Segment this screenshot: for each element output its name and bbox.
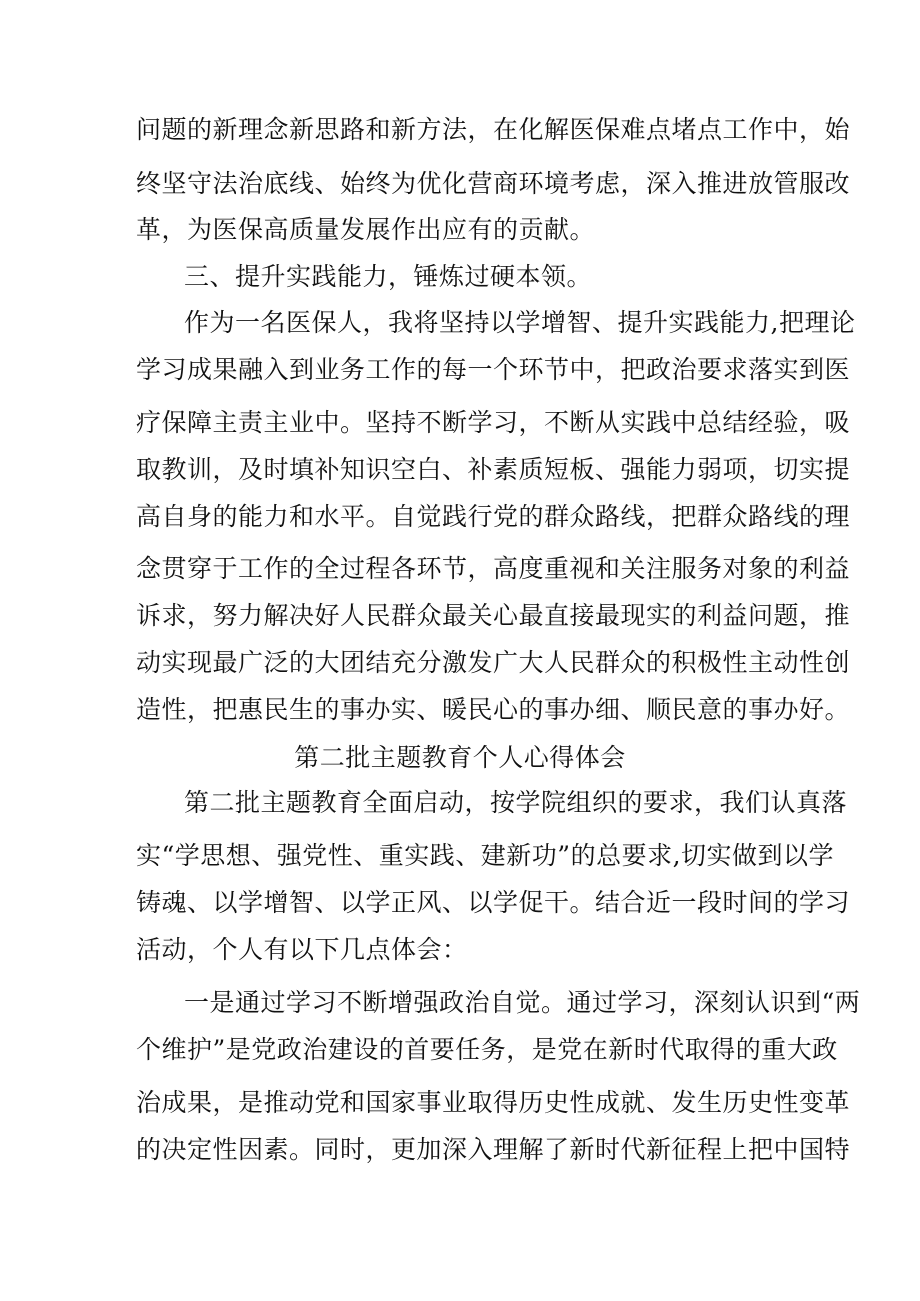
paragraph-2-line-8: 动实现最广泛的大团结充分激发广大人民群众的积极性主动性创 (136, 648, 851, 677)
paragraph-2-line-5: 高自身的能力和水平。自觉践行党的群众路线，把群众路线的理 (136, 502, 851, 531)
document-title: 第二批主题教育个人心得体会 (294, 743, 626, 772)
paragraph-4-line-2: 个维护”是党政治建设的首要任务，是党在新时代取得的重大政 (136, 1035, 838, 1064)
section-heading-3: 三、提升实践能力，锤炼过硬本领。 (184, 262, 593, 291)
paragraph-2-line-9: 造性，把惠民生的事办实、暖民心的事办细、顺民意的事办好。 (136, 695, 851, 724)
paragraph-2-line-2: 学习成果融入到业务工作的每一个环节中，把政治要求落实到医 (136, 355, 851, 384)
paragraph-1-line-3: 革，为医保高质量发展作出应有的贡献。 (136, 215, 596, 244)
paragraph-4-line-4: 的决定性因素。同时，更加深入理解了新时代新征程上把中国特 (136, 1135, 851, 1164)
paragraph-3-line-1: 第二批主题教育全面启动，按学院组织的要求，我们认真落 (184, 788, 848, 817)
paragraph-3-line-2: 实“学思想、强党性、重实践、建新功”的总要求,切实做到以学 (136, 841, 835, 870)
paragraph-3-line-4: 活动，个人有以下几点体会： (136, 935, 468, 964)
paragraph-2-line-3: 疗保障主责主业中。坚持不断学习，不断从实践中总结经验，吸 (136, 408, 851, 437)
paragraph-1-line-2: 终坚守法治底线、始终为优化营商环境考虑，深入推进放管服改 (136, 169, 851, 198)
paragraph-2-line-6: 念贯穿于工作的全过程各环节，高度重视和关注服务对象的利益 (136, 554, 851, 583)
paragraph-1-line-1: 问题的新理念新思路和新方法，在化解医保难点堵点工作中，始 (136, 115, 851, 144)
paragraph-4-line-1: 一是通过学习不断增强政治自觉。通过学习，深刻认识到“两 (184, 988, 861, 1017)
paragraph-3-line-3: 铸魂、以学增智、以学正风、以学促干。结合近一段时间的学习 (136, 888, 851, 917)
paragraph-2-line-4: 取教训，及时填补知识空白、补素质短板、强能力弱项，切实提 (136, 455, 851, 484)
paragraph-2-line-1: 作为一名医保人，我将坚持以学增智、提升实践能力,把理论 (184, 308, 856, 337)
paragraph-2-line-7: 诉求，努力解决好人民群众最关心最直接最现实的利益问题，推 (136, 601, 851, 630)
paragraph-4-line-3: 治成果，是推动党和国家事业取得历史性成就、发生历史性变革 (136, 1088, 851, 1117)
